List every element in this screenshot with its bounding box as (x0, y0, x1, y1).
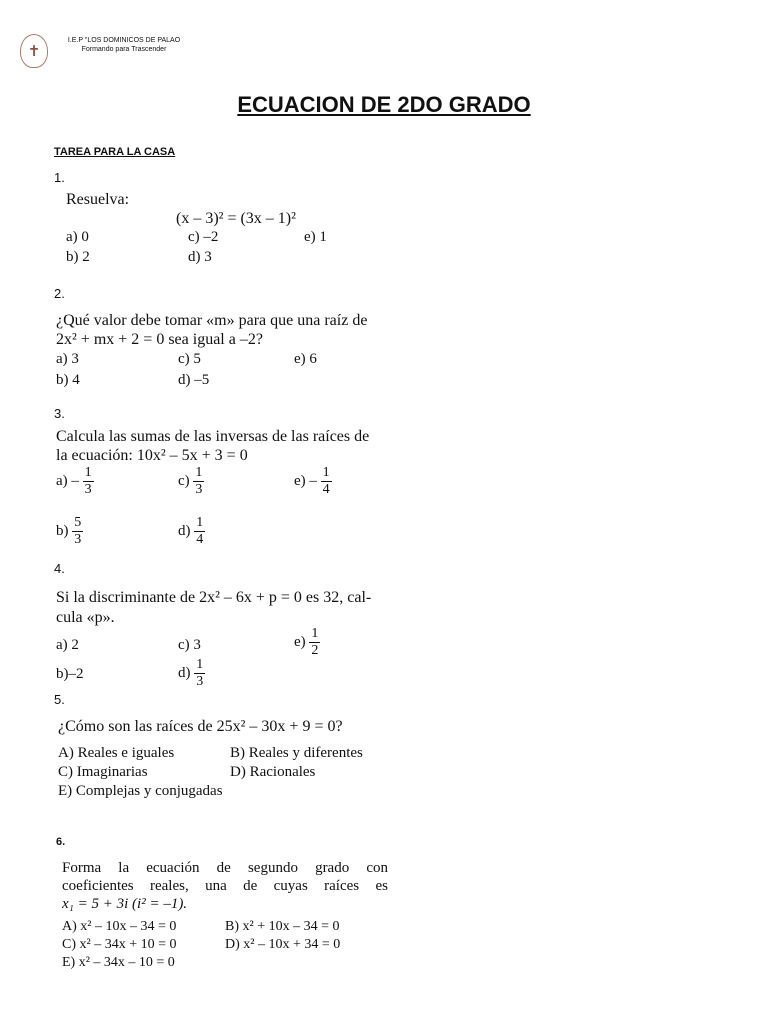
question-text-line1: Forma la ecuación de segundo grado con (62, 860, 388, 876)
question-number: 3. (54, 406, 65, 421)
school-name: I.E.P "LOS DOMINICOS DE PALAO (67, 37, 181, 44)
question-text-line2: la ecuación: 10x² – 5x + 3 = 0 (56, 447, 248, 464)
question-text-line1: Calcula las sumas de las inversas de las raíces de (56, 428, 370, 445)
option-label: d) (178, 665, 191, 681)
page-title: ECUACION DE 2DO GRADO (237, 92, 531, 117)
question-text-line2: coeficientes reales, una de cuyas raíces es (62, 878, 388, 894)
option-e (294, 465, 332, 498)
fraction (194, 657, 205, 690)
option-c: c) 5 (178, 351, 201, 367)
option-e: E) x² – 34x – 10 = 0 (62, 955, 175, 970)
denominator: 3 (196, 674, 204, 689)
question-number: 1. (54, 170, 65, 185)
school-header (56, 36, 192, 54)
option-d: D) x² – 10x + 34 = 0 (225, 937, 341, 952)
question-text-line1: Si la discriminante de 2x² – 6x + p = 0 es 32, cal- (56, 589, 372, 606)
option-e: e) 6 (294, 351, 317, 367)
option-c: c) –2 (188, 229, 219, 245)
question-text: Resuelva: (66, 191, 130, 208)
question-text: ¿Cómo son las raíces de 25x² – 30x + 9 = 0? (58, 718, 343, 735)
cross-icon: ✝ (27, 41, 41, 60)
question-text-line2: 2x² + mx + 2 = 0 sea igual a –2? (56, 331, 263, 348)
option-e (294, 626, 320, 659)
option-b: B) Reales y diferentes (230, 745, 363, 761)
question-number: 5. (54, 692, 65, 707)
denominator: 4 (196, 532, 204, 547)
option-label: a) – (56, 473, 79, 489)
question-equation: (x – 3)² = (3x – 1)² (176, 210, 296, 227)
option-label: d) (178, 523, 191, 539)
numerator: 1 (196, 515, 204, 530)
option-d (178, 515, 205, 548)
question-number: 2. (54, 286, 65, 301)
option-a: A) Reales e iguales (58, 745, 175, 761)
fraction (309, 626, 320, 659)
option-e: E) Complejas y conjugadas (58, 783, 223, 799)
numerator: 1 (195, 465, 203, 480)
question-text-line1: ¿Qué valor debe tomar «m» para que una raíz de (56, 312, 368, 329)
option-d: d) –5 (178, 372, 210, 388)
denominator: 2 (311, 643, 319, 658)
option-b: b)–2 (56, 666, 84, 682)
numerator: 1 (196, 657, 204, 672)
option-c: C) Imaginarias (58, 764, 148, 780)
school-motto: Formando para Trascender (81, 46, 167, 53)
question-text-line2: cula «p». (56, 609, 115, 626)
option-a: a) 0 (66, 229, 89, 245)
option-d: D) Racionales (230, 764, 316, 780)
option-a: A) x² – 10x – 34 = 0 (62, 919, 177, 934)
numerator: 1 (311, 626, 319, 641)
option-label: e) (294, 634, 306, 650)
page-subtitle: TAREA PARA LA CASA (54, 146, 176, 158)
option-a: a) 3 (56, 351, 79, 367)
option-a: a) 2 (56, 637, 79, 653)
option-label: b) (56, 523, 69, 539)
option-label: c) (178, 473, 190, 489)
fraction (72, 515, 83, 548)
option-b (56, 515, 83, 548)
fraction (321, 465, 332, 498)
fraction (83, 465, 94, 498)
option-c (178, 465, 204, 498)
denominator: 4 (322, 482, 330, 497)
school-logo (20, 34, 48, 68)
denominator: 3 (74, 532, 82, 547)
option-b: b) 4 (56, 372, 80, 388)
option-d (178, 657, 205, 690)
numerator: 1 (84, 465, 92, 480)
numerator: 5 (74, 515, 82, 530)
question-number: 6. (56, 836, 66, 848)
question-number: 4. (54, 561, 65, 576)
option-b: b) 2 (66, 249, 90, 265)
numerator: 1 (322, 465, 330, 480)
denominator: 3 (195, 482, 203, 497)
question-text-line3: x₁ = 5 + 3i (i² = –1). (62, 896, 188, 912)
option-a (56, 465, 94, 498)
option-e: e) 1 (304, 229, 327, 245)
option-b: B) x² + 10x – 34 = 0 (225, 919, 340, 934)
option-d: d) 3 (188, 249, 212, 265)
option-c: C) x² – 34x + 10 = 0 (62, 937, 177, 952)
option-c: c) 3 (178, 637, 201, 653)
fraction (193, 465, 204, 498)
fraction (194, 515, 205, 548)
option-label: e) – (294, 473, 317, 489)
denominator: 3 (84, 482, 92, 497)
